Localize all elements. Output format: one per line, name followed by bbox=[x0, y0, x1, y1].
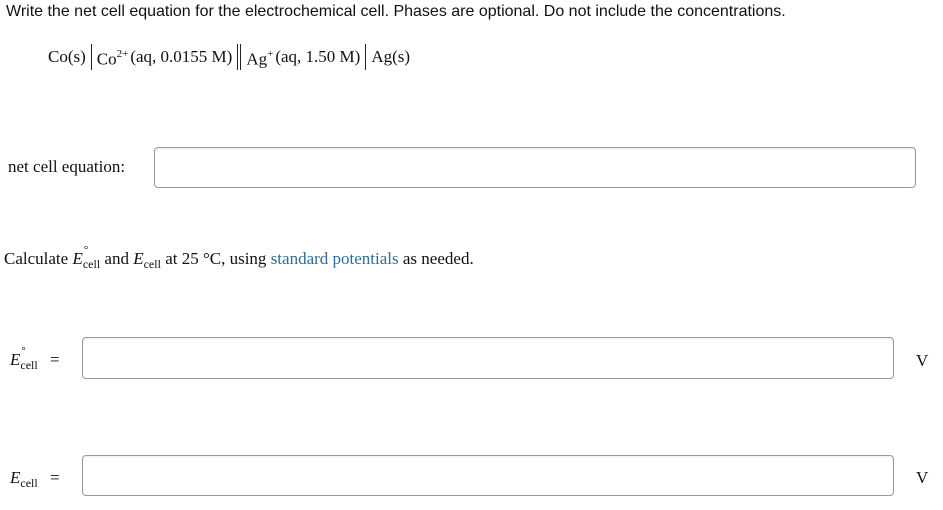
salt-bridge-bar bbox=[237, 44, 241, 70]
phase-boundary-bar bbox=[365, 44, 366, 70]
e-standard-symbol: E ° $_{cell}$ bbox=[72, 244, 101, 271]
e-cell-label: $E_{cell}$ = bbox=[10, 468, 60, 490]
e-cell-unit: V bbox=[916, 468, 929, 487]
phase-boundary-bar bbox=[91, 44, 92, 70]
cathode-ion-charge: + bbox=[267, 48, 274, 60]
question-instructions: Write the net cell equation for the electrochemical cell. Phases are optional. Do not include the concentrations. bbox=[6, 3, 786, 20]
e-standard-input[interactable] bbox=[82, 337, 894, 379]
e-standard-label: E ° $_{cell}$ = bbox=[10, 345, 60, 372]
cell-notation bbox=[48, 44, 410, 71]
anode-ion-charge: 2+ bbox=[116, 48, 129, 60]
cathode-ion-conditions: (aq, 1.50 M) bbox=[275, 47, 361, 67]
standard-potentials-link[interactable]: standard potentials bbox=[270, 249, 399, 268]
anode-metal: Co(s) bbox=[48, 47, 86, 67]
anode-ion-conditions: (aq, 0.0155 M) bbox=[130, 47, 233, 67]
e-standard-equals: = bbox=[49, 350, 60, 369]
e-cell-input[interactable] bbox=[82, 455, 894, 496]
e-cell-symbol: $E_{cell}$ bbox=[133, 249, 161, 271]
e-cell-equals: = bbox=[49, 468, 60, 487]
e-standard-unit: V bbox=[916, 351, 929, 370]
anode-ion: $Co^{2+}$ bbox=[96, 48, 129, 69]
cathode-ion: Ag+ bbox=[246, 48, 274, 69]
calculate-instructions: Calculate E ° $_{cell}$ and $E_{cell}$ at 25 °C, using standard potentials as needed. bbox=[4, 244, 474, 271]
cathode-metal: Ag(s) bbox=[371, 47, 411, 67]
net-equation-input[interactable] bbox=[154, 147, 916, 188]
net-equation-label: net cell equation: bbox=[8, 157, 126, 176]
